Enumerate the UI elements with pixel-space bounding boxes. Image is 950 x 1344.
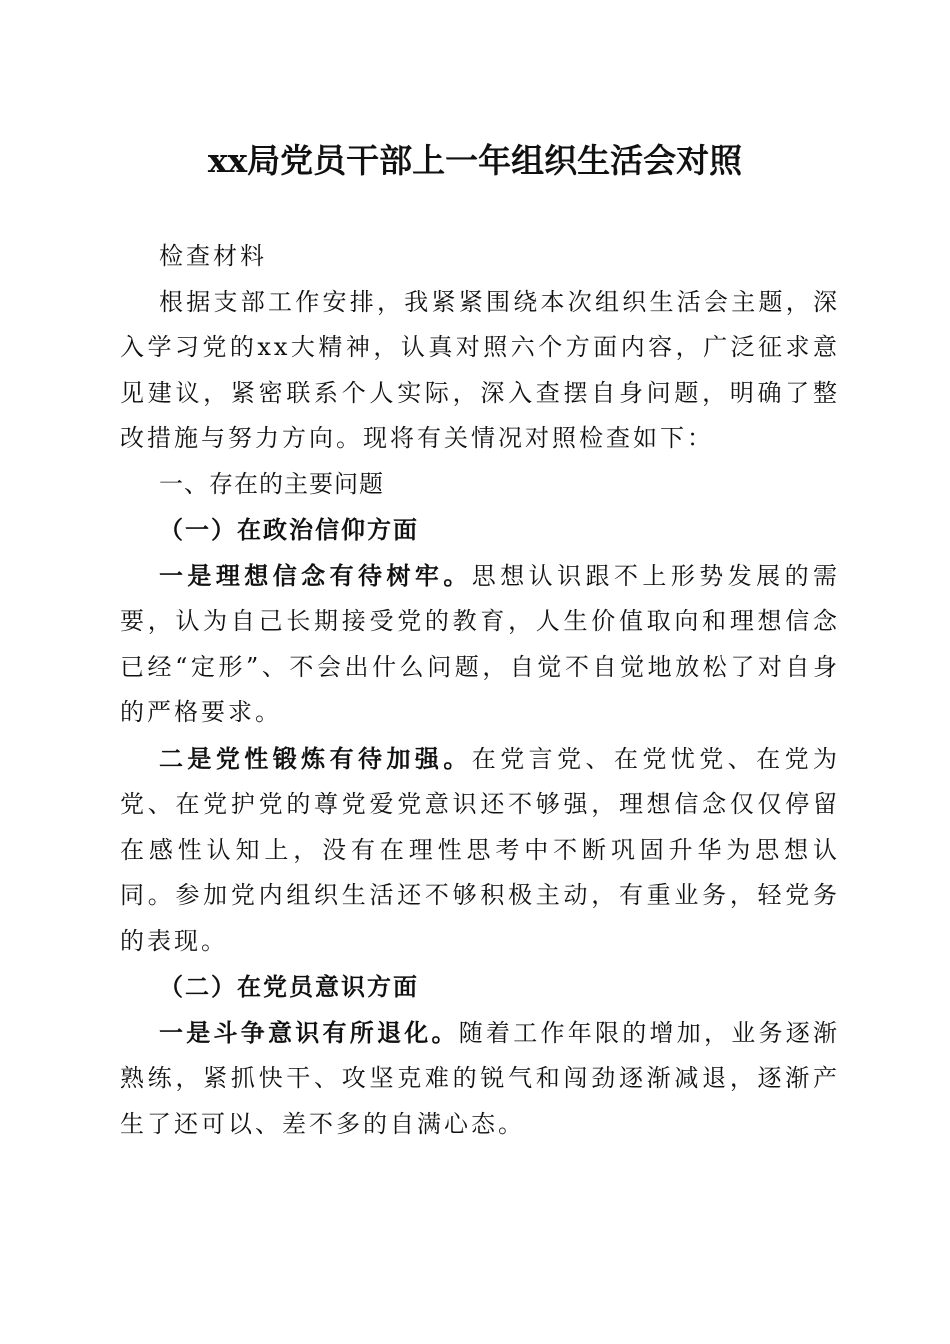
subtitle-line: 检查材料 xyxy=(159,242,267,270)
paragraph-text: 在党言党、在党忧党、在党为党、在党护党的尊党爱党意识还不够强，理想信念仅仅停留在感性认知上，没有在理性思考中不断巩固升华为思想认同。参加党内组织生活还不够积极主动，有重业务，轻党务的表现。 xyxy=(120,744,841,955)
paragraph-lead: 二是党性锻炼有待加强。 xyxy=(159,743,472,773)
document-title: xx局党员干部上一年组织生活会对照 xyxy=(207,141,743,180)
paragraph-ideal-belief xyxy=(120,553,840,736)
paragraph-party-spirit xyxy=(120,736,840,965)
paragraph-lead: 一是理想信念有待树牢。 xyxy=(159,560,472,590)
subsection-heading-political-belief: （一）在政治信仰方面 xyxy=(159,515,419,544)
section-heading-main-problems: 一、存在的主要问题 xyxy=(159,469,384,498)
intro-paragraph: 根据支部工作安排，我紧紧围绕本次组织生活会主题，深入学习党的xx大精神，认真对照六个方面内容，广泛征求意见建议，紧密联系个人实际，深入查摆自身问题，明确了整改措施与努力方向。现将有关情况对照检查如下： xyxy=(120,287,840,452)
paragraph-text: 思想认识跟不上形势发展的需要，认为自己长期接受党的教育，人生价值取向和理想信念已经“定形”、不会出什么问题，自觉不自觉地放松了对自身的严格要求。 xyxy=(120,561,841,726)
paragraph-lead: 一是斗争意识有所退化。 xyxy=(159,1017,459,1047)
document-body xyxy=(120,234,840,1147)
subsection-heading-party-awareness: （二）在党员意识方面 xyxy=(159,972,419,1001)
paragraph-struggle-awareness xyxy=(120,1010,840,1148)
paragraph-text: 随着工作年限的增加，业务逐渐熟练，紧抓快干、攻坚克难的锐气和闯劲逐渐减退，逐渐产生了还可以、差不多的自满心态。 xyxy=(120,1018,840,1138)
